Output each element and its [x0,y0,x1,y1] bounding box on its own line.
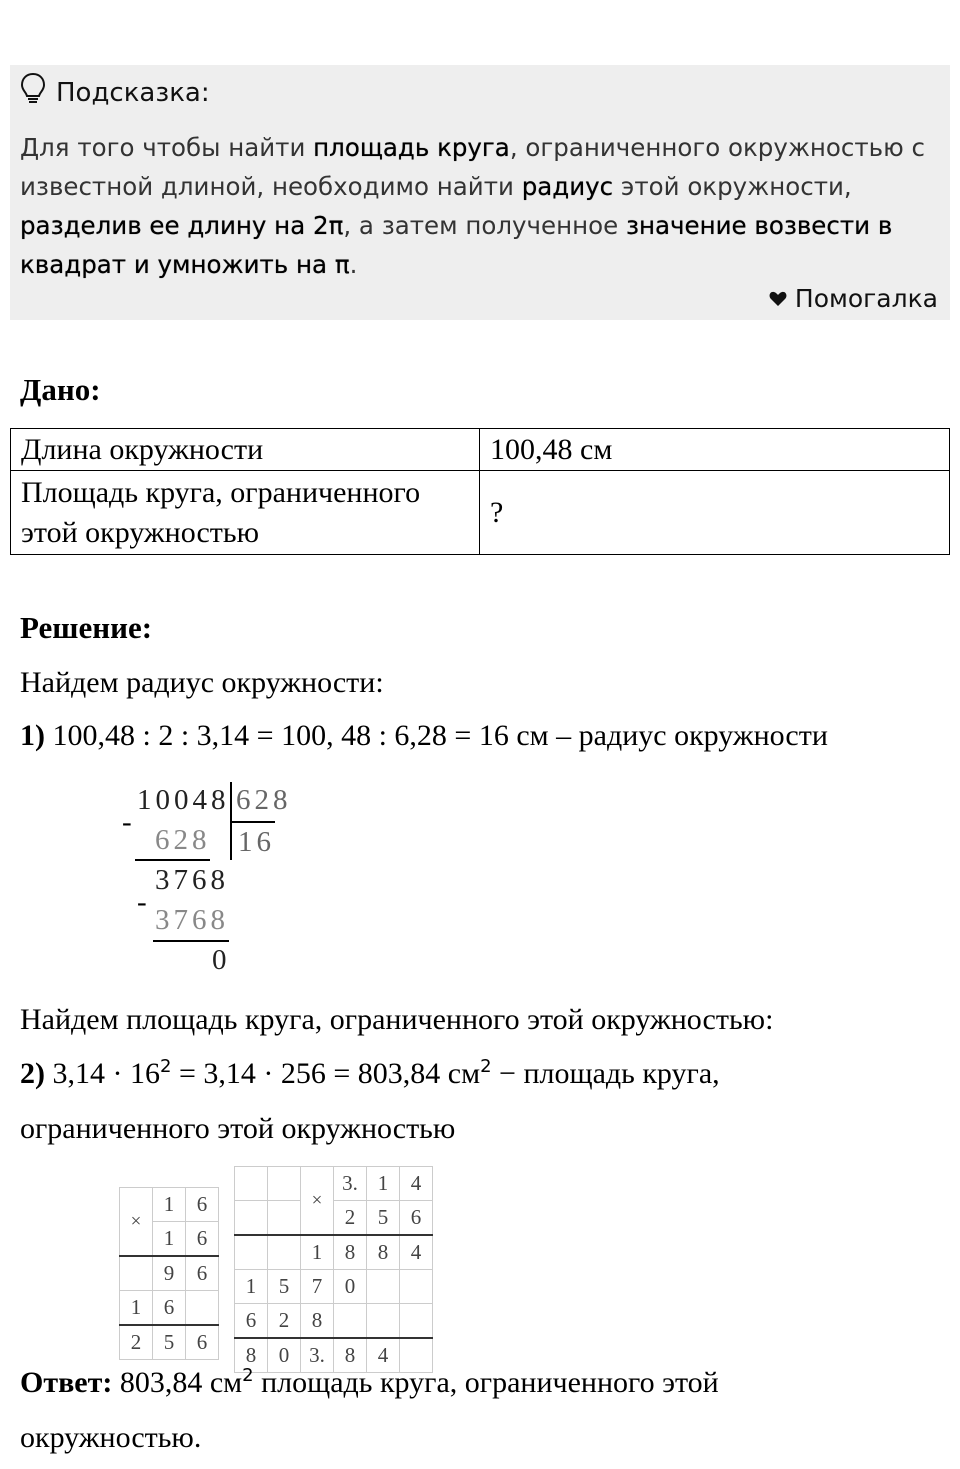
credit-label: Помогалка [794,284,938,313]
division-result: 0 [212,944,231,976]
table-row: × 1 6 [120,1188,219,1222]
hint-bold-3: разделив ее длину на 2π [20,211,344,240]
division-sub1: 628 [155,824,211,856]
multiplication-grid-2 [234,1166,433,1373]
answer-line2: окружностью. [20,1421,202,1454]
hint-text: Для того чтобы найти площадь круга, ограниченного окружностью с известной длиной, необходимо найти радиус этой окружности, разделив ее длину на 2π, а затем полученное значение возвести в квадрат и умножить на π. [20,133,925,279]
step2-line: 2) $3,14 \cdot 16^2 = 3,14 \cdot 256 = 803,84$ $см^2$ − площадь круга, [20,1056,720,1090]
lightbulb-icon [20,72,46,113]
table-row: × 3. 1 4 [235,1167,433,1201]
division-divisor-line [231,821,275,823]
answer-line: Ответ: 803,84 $см^2$ площадь круга, ограниченного этой [20,1365,719,1399]
given-value: 100,48 см [480,429,950,471]
division-line [153,940,229,942]
table-row: 8 0 3. 8 4 [235,1338,433,1373]
answer-label: Ответ: [20,1366,113,1399]
step2-line2: ограниченного этой окружностью [20,1112,456,1145]
division-dividend: 10048 [137,784,230,816]
heart-icon [769,284,787,313]
table-row: 1 6 [120,1291,219,1326]
table-row: 2 5 6 [235,1201,433,1236]
table-row [120,1154,219,1188]
hint-bold-2: радиус [521,172,614,201]
table-row: 6 2 8 [235,1304,433,1339]
given-heading: Дано: [20,372,101,407]
given-value: ? [480,471,950,555]
table-row: 1 5 7 0 [235,1270,433,1304]
solution-heading: Решение: [20,610,153,645]
given-label: Длина окружности [11,429,480,471]
division-remainder: 3768 [155,864,229,896]
division-minus: - [122,806,136,838]
table-row [11,471,950,555]
hint-bold-4: значение возвести в квадрат и умножить на π [20,211,893,279]
table-row: 1 8 8 4 [235,1235,433,1270]
table-row: 9 6 [120,1256,219,1291]
multiplication-grid-1 [119,1154,219,1360]
given-table [10,428,950,555]
table-row: 2 5 6 [120,1325,219,1360]
step1-intro: Найдем радиус окружности: [20,666,384,699]
hint-title: Подсказка: [56,77,210,108]
step2-intro: Найдем площадь круга, ограниченного этой окружностью: [20,1003,774,1036]
step1-line: 1) 100,48 : 2 : 3,14 = 100, 48 : 6,28 = 16 см – радиус окружности [20,719,828,752]
division-line [135,859,210,861]
division-divisor: 628 [236,784,292,816]
table-row: 1 6 [120,1222,219,1257]
division-sub2: 3768 [155,904,229,936]
table-row [11,429,950,471]
division-minus: - [137,886,151,918]
hint-bold-1: площадь круга [313,133,510,162]
given-label: Площадь круга, ограниченного этой окружностью [11,471,480,555]
division-quotient: 16 [238,826,275,858]
hint-header [20,72,210,113]
credit[interactable] [769,284,938,313]
